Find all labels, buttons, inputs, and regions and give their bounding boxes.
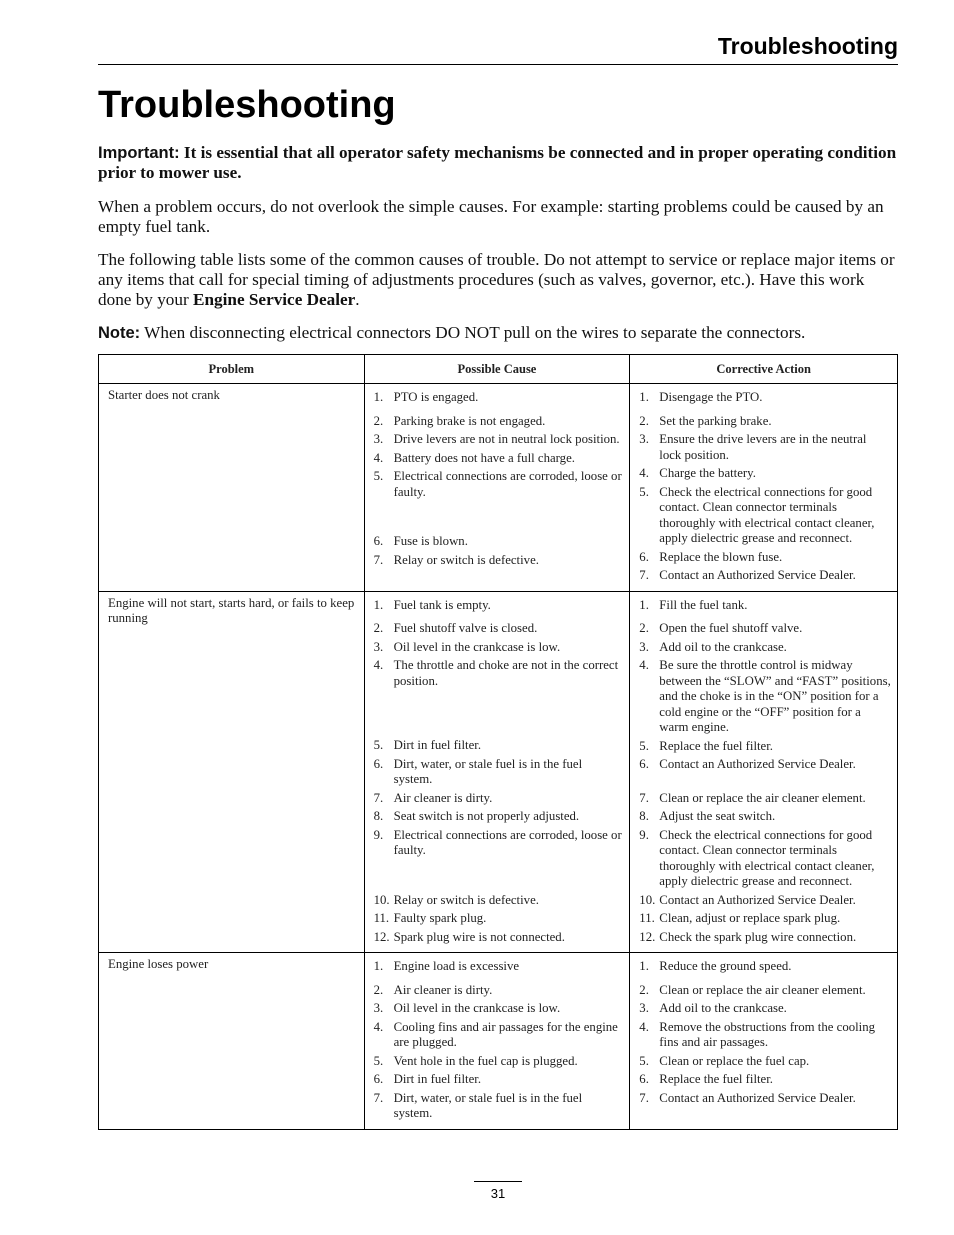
table-row (99, 591, 898, 953)
cause-cell (364, 591, 630, 953)
cause-item: 6. Fuse is blown. (373, 534, 468, 548)
action-item: 9. Check the electrical connections for good contact. Clean connector terminals thoroughly with electrical contact cleaner, apply dielectric grease and reconnect. (639, 827, 875, 888)
action-item: 10. Contact an Authorized Service Dealer. (639, 892, 856, 907)
cause-item: 3. Drive levers are not in neutral lock position. (373, 432, 620, 446)
action-item: 7. Contact an Authorized Service Dealer. (639, 568, 856, 582)
action-item: 3. Add oil to the crankcase. (639, 639, 787, 654)
note-label: Note: (98, 324, 141, 342)
action-cell (630, 384, 898, 592)
cause-item: 2. Fuel shutoff valve is closed. (373, 621, 538, 635)
action-item: 4. Be sure the throttle control is midway between the “SLOW” and “FAST” positions, and the choke is in the “ON” position for a cold engine or the “OFF” position for a warm engine. (639, 658, 891, 734)
engine-service-dealer: Engine Service Dealer (193, 290, 356, 309)
cause-item: 4. Cooling fins and air passages for the engine are plugged. (373, 1019, 618, 1049)
page-number: 31 (490, 1186, 506, 1201)
cause-item: 1. Fuel tank is empty. (373, 597, 491, 612)
cause-item: 3. Oil level in the crankcase is low. (373, 1001, 561, 1015)
action-item: 12. Check the spark plug wire connection. (639, 929, 857, 944)
cause-item: 4. Battery does not have a full charge. (373, 450, 575, 465)
problem-cell: Engine will not start, starts hard, or fails to keep running (99, 591, 365, 953)
action-item: 2. Open the fuel shutoff valve. (639, 621, 803, 635)
cause-item: 2. Parking brake is not engaged. (373, 413, 546, 428)
cause-item: 1. PTO is engaged. (373, 390, 479, 404)
action-item: 1. Fill the fuel tank. (639, 597, 748, 612)
cause-item: 8. Seat switch is not properly adjusted. (373, 809, 580, 823)
header-rule (98, 64, 898, 65)
action-item: 1. Reduce the ground speed. (639, 959, 792, 973)
cause-item: 5. Dirt in fuel filter. (373, 738, 482, 752)
running-header: Troubleshooting (717, 33, 898, 59)
table-row (99, 953, 898, 1130)
problem-cell: Starter does not crank (99, 384, 365, 592)
action-item: 2. Clean or replace the air cleaner element. (639, 982, 866, 997)
troubleshooting-table (98, 354, 898, 1130)
important-notice (98, 143, 898, 183)
cause-item: 7. Air cleaner is dirty. (373, 790, 493, 805)
action-item: 11. Clean, adjust or replace spark plug. (639, 911, 841, 925)
service-paragraph-text: The following table lists some of the common causes of trouble. Do not attempt to service or replace major items or any items that call for special timing of adjustments procedures (such as valves, governor, etc.). Have this work done by your (98, 250, 895, 309)
cause-item: 12. Spark plug wire is not connected. (373, 929, 565, 944)
footer-rule (474, 1181, 522, 1182)
action-item: 6. Replace the fuel filter. (639, 1072, 773, 1086)
header-corrective-action: Corrective Action (630, 355, 898, 384)
table-header-row (99, 355, 898, 384)
header-problem: Problem (99, 355, 365, 384)
cause-item: 6. Dirt in fuel filter. (373, 1072, 482, 1086)
action-item: 1. Disengage the PTO. (639, 390, 763, 404)
cause-item: 7. Relay or switch is defective. (373, 552, 539, 567)
important-label: Important: (98, 144, 180, 162)
action-item: 5. Replace the fuel filter. (639, 738, 773, 753)
important-text: It is essential that all operator safety mechanisms be connected and in proper operating condition prior to mower use. (98, 143, 897, 182)
cause-item: 4. The throttle and choke are not in the correct position. (373, 658, 619, 688)
action-item: 7. Clean or replace the air cleaner element. (639, 790, 866, 805)
action-item: 3. Add oil to the crankcase. (639, 1001, 787, 1015)
cause-item: 7. Dirt, water, or stale fuel is in the fuel system. (373, 1090, 583, 1120)
service-paragraph-end: . (355, 290, 360, 309)
cause-cell (364, 384, 630, 592)
action-item: 4. Remove the obstructions from the cooling fins and air passages. (639, 1019, 876, 1049)
action-item: 8. Adjust the seat switch. (639, 809, 776, 823)
cause-item: 5. Electrical connections are corroded, loose or faulty. (373, 469, 622, 499)
action-item: 7. Contact an Authorized Service Dealer. (639, 1090, 856, 1105)
cause-item: 11. Faulty spark plug. (373, 911, 487, 925)
cause-item: 1. Engine load is excessive (373, 959, 520, 973)
service-paragraph (98, 250, 898, 310)
header-possible-cause: Possible Cause (364, 355, 630, 384)
action-item: 6. Contact an Authorized Service Dealer. (639, 757, 856, 771)
action-item: 6. Replace the blown fuse. (639, 549, 783, 564)
intro-paragraph: When a problem occurs, do not overlook the simple causes. For example: starting problems could be caused by an empty fuel tank. (98, 197, 884, 236)
action-cell (630, 953, 898, 1130)
note-text: When disconnecting electrical connectors DO NOT pull on the wires to separate the connectors. (144, 323, 806, 342)
note-notice (98, 323, 898, 343)
cause-item: 9. Electrical connections are corroded, loose or faulty. (373, 827, 622, 857)
problem-cell: Engine loses power (99, 953, 365, 1130)
cause-item: 2. Air cleaner is dirty. (373, 982, 493, 997)
cause-item: 3. Oil level in the crankcase is low. (373, 639, 561, 654)
action-cell (630, 591, 898, 953)
cause-cell (364, 953, 630, 1130)
table-row (99, 384, 898, 592)
action-item: 5. Check the electrical connections for good contact. Clean connector terminals thoroughly with electrical contact cleaner, apply dielectric grease and reconnect. (639, 484, 875, 545)
action-item: 4. Charge the battery. (639, 466, 756, 480)
action-item: 2. Set the parking brake. (639, 413, 772, 428)
page-title: Troubleshooting (98, 84, 396, 126)
action-item: 3. Ensure the drive levers are in the neutral lock position. (639, 432, 867, 462)
cause-item: 5. Vent hole in the fuel cap is plugged. (373, 1053, 578, 1068)
cause-item: 10. Relay or switch is defective. (373, 892, 539, 907)
action-item: 5. Clean or replace the fuel cap. (639, 1053, 810, 1068)
cause-item: 6. Dirt, water, or stale fuel is in the fuel system. (373, 756, 583, 786)
